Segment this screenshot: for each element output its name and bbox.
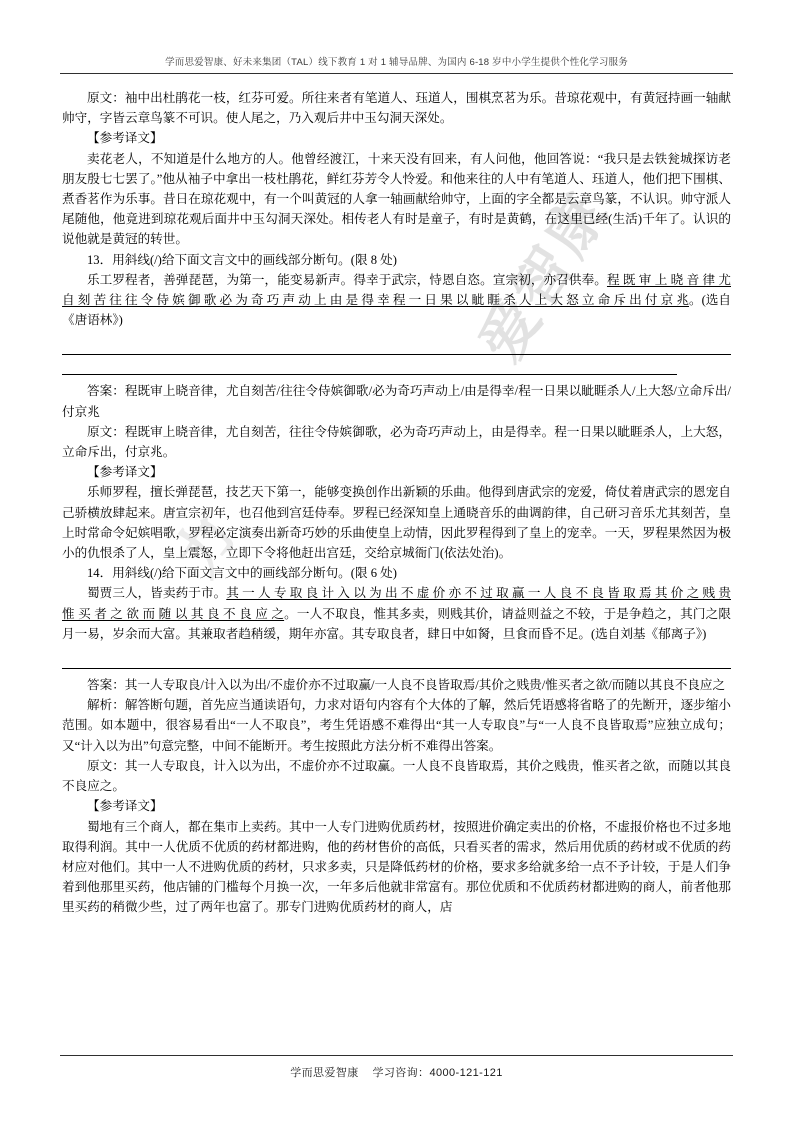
- paragraph-translation-1: 卖花老人，不知道是什么地方的人。他曾经渡江，十来天没有回来，有人问他，他回答说：“我只是去铁瓮城探访老朋友殷七七罢了。”他从袖子中拿出一枝杜鹃花，鲜红芬芳令人怜爱。和他来往的人中有笔道人、珏道人，他们把下围棋、煮香茗作为乐事。昔日在琼花观中，有一个叫黄冠的人拿一轴画献给帅守，上面的字全都是云章鸟篆，不认识。帅守派人尾随他，他竟进到琼花观后面井中玉勾洞天深处。相传老人有时是童子，有时是黄鹤，在这里已经(生活)千年了。认识的说他就是黄冠的转世。: [62, 151, 731, 247]
- answer-blank-area-14[interactable]: [62, 649, 731, 669]
- footer-contact: 学习咨询：4000-121-121: [372, 1067, 503, 1079]
- page-header: 学而思爱智康、好未来集团（TAL）线下教育 1 对 1 辅导品牌、为国内 6-18 岁中小学生提供个性化学习服务: [165, 57, 628, 68]
- question-14-answer: 答案：其一人专取良/计入以为出/不虚价亦不过取赢/一人良不良皆取焉/其价之贱贵/惟买者之欲/而随以其良不良应之: [87, 678, 726, 693]
- header-divider: [60, 73, 733, 74]
- answer-blank-line[interactable]: [62, 355, 677, 375]
- answer-blank-line[interactable]: [62, 335, 731, 355]
- question-14-title: 14．用斜线(/)给下面文言文中的画线部分断句。(限 6 处): [87, 566, 397, 581]
- question-14-original: 原文：其一人专取良，计入以为出，不虚价亦不过取赢。一人良不良皆取焉，其价之贱贵，惟买者之欲，而随以其良不良应之。: [62, 758, 731, 794]
- question-13-translation: 乐师罗程，擅长弹琵琶，技艺天下第一，能够变换创作出新颖的乐曲。他得到唐武宗的宠爱，倚仗着唐武宗的恩宠自己骄横放肆起来。唐宣宗初年，也召他到宫廷侍奉。罗程已经深知皇上通晓音乐的曲调韵律，自己研习音乐尤其刻苦，皇上时常命令妃嫔唱歌，罗程必定演奏出新奇巧妙的乐曲使皇上动情，因此罗程得到了皇上的宠幸。一天，罗程果然因为极小的仇恨杀了人，皇上震怒，立即下令将他赶出宫廷，交给京城衙门(依法处治)。: [62, 485, 731, 561]
- q13-passage-post: 。(选自《唐语林》): [62, 293, 731, 328]
- watermark-text-secondary: 力: [162, 500, 251, 588]
- document-body: [62, 88, 731, 918]
- q14-passage-pre: 蜀贾三人，皆卖药于市。: [87, 586, 227, 601]
- q13-passage-underlined: 程 既 审 上 晓 音 律 尤 自 刻 苦 往 往 令 侍 嫔 御 歌 必 为 奇 巧 声 动 上 由 是 得 幸 程 一 日 果 以 眦 睚 杀 人 上 大 怒 立 命 斥 出 付 京 兆: [62, 272, 731, 308]
- heading-reference-translation-13: 【参考译文】: [87, 465, 163, 480]
- question-13-original: 原文：程既审上晓音律，尤自刻苦，往往令侍嫔御歌，必为奇巧声动上，由是得幸。程一日果以眦睚杀人，上大怒，立命斥出，付京兆。: [62, 424, 731, 460]
- paragraph-original-1: 原文：袖中出杜鹃花一枝，红芬可爱。所往来者有笔道人、珏道人，围棋烹茗为乐。昔琼花观中，有黄冠持画一轴献帅守，字皆云章鸟篆不可识。使人尾之，乃入观后井中玉勾洞天深处。: [62, 91, 731, 126]
- question-13-passage: [62, 270, 731, 331]
- heading-reference-translation-14: 【参考译文】: [87, 799, 163, 814]
- question-14-translation: 蜀地有三个商人，都在集市上卖药。其中一人专门进购优质药材，按照进价确定卖出的价格，不虚报价格也不过多地取得利润。其中一人优质不优质的药材都进购，他的药材售价的高低，只看买者的需求，然后用优质的药材或不优质的药材应对他们。其中一人不进购优质的药材，只求多卖，只是降低药材的价格，要求多给就多给一点不予计较，于是人们争着到他那里买药，他店铺的门槛每个月换一次，一年多后他就非常富有。那位优质和不优质药材都进购的商人，前者他那里买药的稍微少些，过了两年也富了。那专门进购优质药材的商人，店: [62, 819, 731, 915]
- question-14-passage: [62, 583, 731, 644]
- question-13-answer: 答案：程既审上晓音律，尤自刻苦/往往令侍嫔御歌/必为奇巧声动上/由是得幸/程一日果以眦睚杀人/上大怒/立命斥出/付京兆: [62, 384, 731, 419]
- heading-reference-translation-1: 【参考译文】: [87, 131, 163, 146]
- footer-divider: [60, 1055, 733, 1056]
- answer-blank-line[interactable]: [62, 649, 731, 669]
- answer-blank-area-13[interactable]: [62, 335, 731, 375]
- question-14-analysis: 解析：解答断句题，首先应当通读语句，力求对语句内容有个大体的了解，然后凭语感将省略了的先断开，逐步缩小范围。如本题中，很容易看出“一人不取良”，考生凭语感不难得出“其一人专取良”与“一人良不良皆取焉”应独立成句；又“计入以为出”句意完整，中间不能断开。考生按照此方法分析不难得出答案。: [62, 698, 731, 753]
- q14-passage-post: 。一人不取良，惟其多卖，则贱其价，请益则益之不较，于是争趋之，其门之限月一易，岁余而大富。其兼取者趋稍缓，期年亦富。其专取良者，肆日中如胬，旦食而昏不足。(选自刘基《郁离子》): [62, 606, 732, 641]
- footer-brand: 学而思爱智康: [290, 1067, 359, 1079]
- watermark-text: 爱智康: [467, 180, 622, 373]
- q14-passage-underlined: 其 一 人 专 取 良 计 入 以 为 出 不 虚 价 亦 不 过 取 赢 一 人 良 不 良 皆 取 焉 其 价 之 贱 贵 惟 买 者 之 欲 而 随 以 其 良 不 良 应 之: [62, 586, 731, 621]
- question-13-title: 13．用斜线(/)给下面文言文中的画线部分断句。(限 8 处): [87, 252, 397, 267]
- page-footer: [0, 1064, 793, 1080]
- q13-passage-pre: 乐工罗程者，善弹琵琶，为第一，能变易新声。得幸于武宗，恃恩自恣。宣宗初，亦召供奉。: [87, 272, 607, 287]
